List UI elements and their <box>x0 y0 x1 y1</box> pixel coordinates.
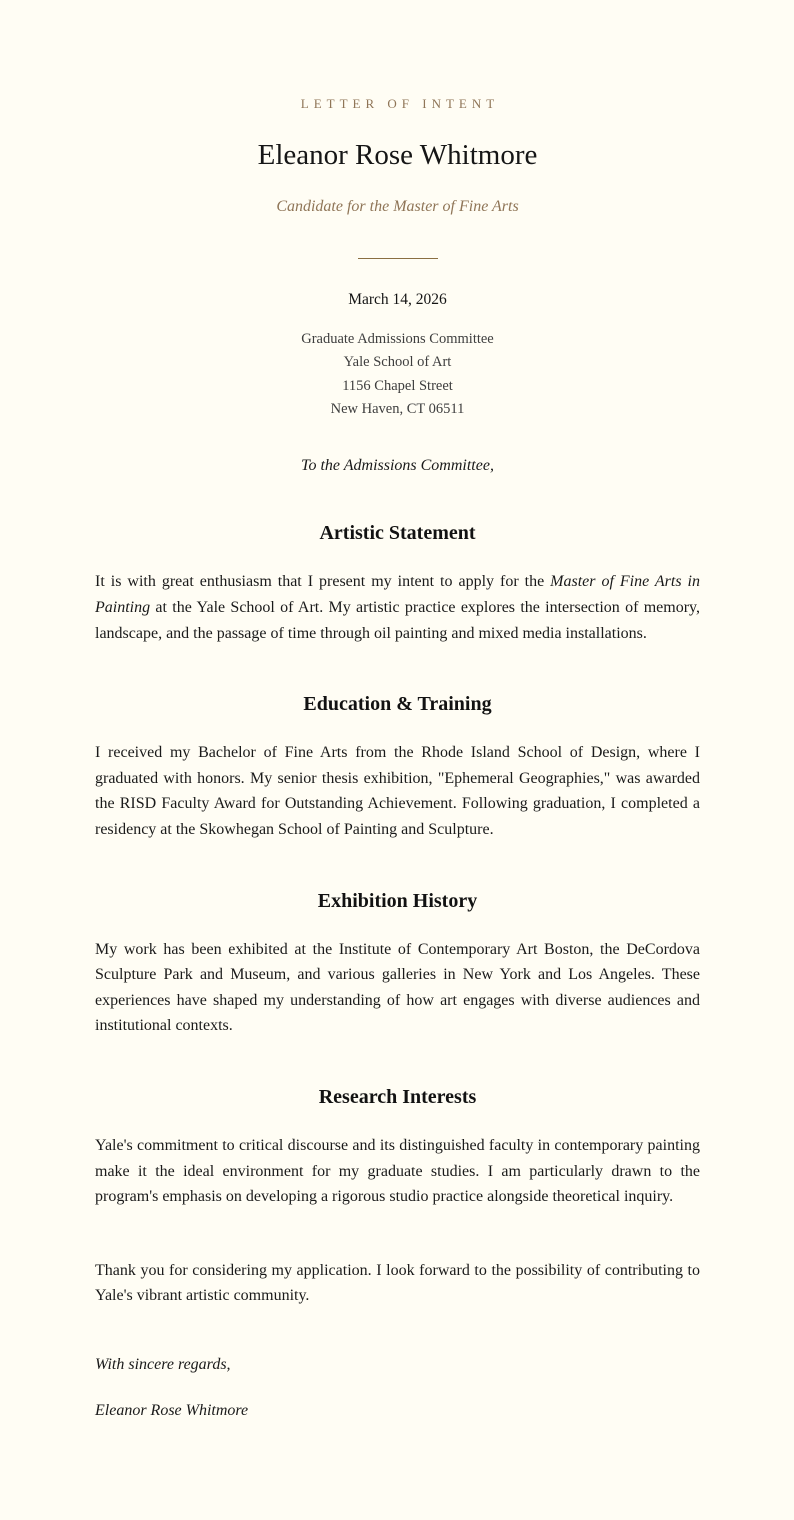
recipient-line-street: 1156 Chapel Street <box>342 377 453 394</box>
section-heading-exhibition-history: Exhibition History <box>317 889 478 912</box>
valediction: With sincere regards, <box>95 1355 231 1373</box>
ornamental-divider <box>358 258 438 259</box>
recipient-line-committee: Graduate Admissions Committee <box>301 330 494 347</box>
candidate-subtitle: Candidate for the Master of Fine Arts <box>276 197 519 215</box>
applicant-name: Eleanor Rose Whitmore <box>257 139 538 171</box>
section-heading-education-training: Education & Training <box>303 693 492 716</box>
section-heading-research-interests: Research Interests <box>318 1085 477 1108</box>
section-exhibition-history <box>95 889 700 1039</box>
section-artistic-statement <box>95 521 700 646</box>
recipient-line-school: Yale School of Art <box>343 354 452 371</box>
section-education-training <box>95 692 700 842</box>
section-paragraph-exhibition-history: My work has been exhibited at the Institute of Contemporary Art Boston, the DeCordova Sculpture Park and Museum, and various galleries in New York and Los Angeles. These experiences have shaped my understanding of how art engages with diverse audiences and institutional contexts. <box>95 940 700 1035</box>
section-paragraph-research-interests: Yale's commitment to critical discourse and its distinguished faculty in contemporary painting make it the ideal environment for my graduate studies. I am particularly drawn to the program's emphasis on developing a rigorous studio practice alongside theoretical inquiry. <box>95 1136 700 1206</box>
document-type-label: LETTER OF INTENT <box>300 96 500 111</box>
recipient-address <box>95 328 700 422</box>
closing-paragraph: Thank you for considering my application. I look forward to the possibility of contributing to Yale's vibrant artistic community. <box>95 1261 700 1305</box>
salutation: To the Admissions Committee, <box>301 457 494 475</box>
section-heading-artistic-statement: Artistic Statement <box>319 522 476 545</box>
signature: Eleanor Rose Whitmore <box>95 1401 249 1419</box>
letterhead <box>95 96 700 259</box>
paragraph-italic-phrase: Master of Fine Arts in Painting <box>95 573 701 617</box>
letter-date: March 14, 2026 <box>348 290 447 308</box>
section-paragraph-artistic-statement <box>95 569 700 646</box>
signoff <box>95 1356 700 1420</box>
section-paragraph-education-training: I received my Bachelor of Fine Arts from the Rhode Island School of Design, where I graduated with honors. My senior thesis exhibition, "Ephemeral Geographies," was awarded the RISD Faculty Award for Outstanding Achievement. Following graduation, I completed a residency at the Skowhegan School of Painting and Sculpture. <box>95 744 700 838</box>
section-research-interests <box>95 1085 700 1210</box>
paragraph-text-after: at the Yale School of Art. My artistic practice explores the intersection of memory, landscape, and the passage of time through oil painting and mixed media installations. <box>95 599 701 642</box>
recipient-line-city: New Haven, CT 06511 <box>330 401 465 418</box>
paragraph-text-before: It is with great enthusiasm that I present my intent to apply for the <box>95 573 545 591</box>
